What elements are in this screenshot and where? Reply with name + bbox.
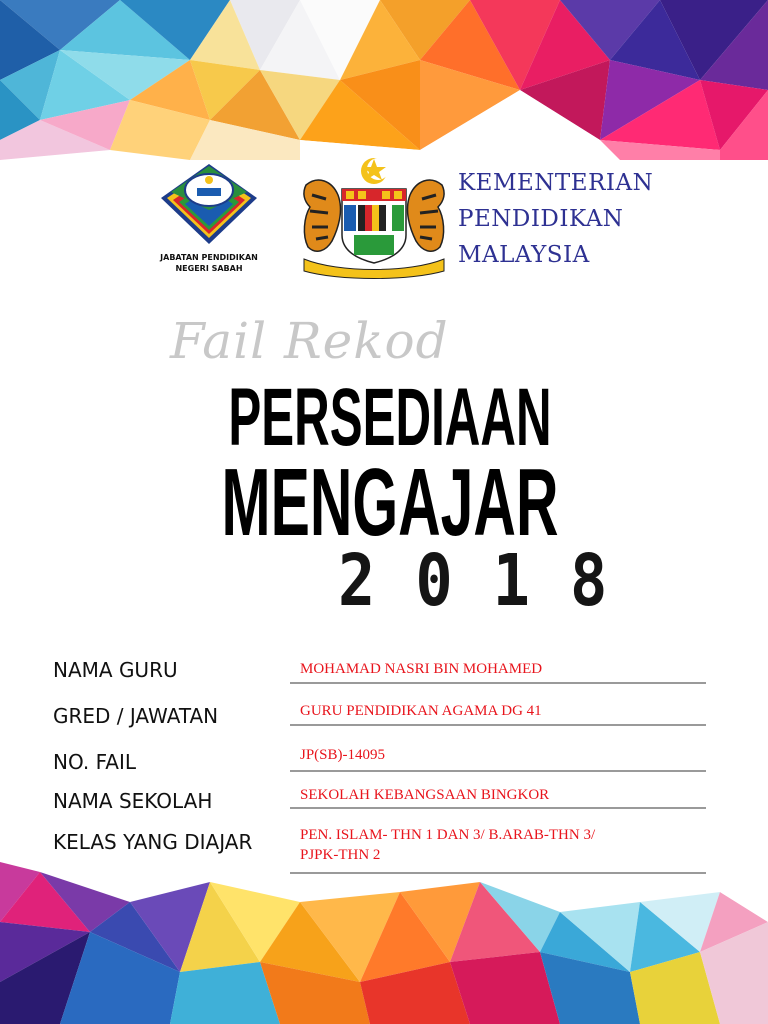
script-title: Fail Rekod xyxy=(170,312,449,370)
gred-rule xyxy=(290,724,706,726)
jpns-emblem-icon xyxy=(157,160,261,250)
gred-value: GURU PENDIDIKAN AGAMA DG 41 xyxy=(300,703,542,719)
top-decoration xyxy=(0,0,768,160)
coat-of-arms-icon xyxy=(298,155,450,280)
jpns-caption-line2: NEGERI SABAH xyxy=(175,264,243,273)
ministry-wordmark xyxy=(458,165,653,273)
nama-guru-rule xyxy=(290,682,706,684)
fail-value: JP(SB)-14095 xyxy=(300,747,386,763)
nama-guru-value: MOHAMAD NASRI BIN MOHAMED xyxy=(300,661,543,677)
title-line2: MENGAJAR xyxy=(221,448,559,556)
sekolah-value: SEKOLAH KEBANGSAAN BINGKOR xyxy=(300,787,550,803)
ministry-line1: KEMENTERIAN xyxy=(458,170,654,196)
sekolah-label: NAMA SEKOLAH xyxy=(53,789,213,813)
kelas-label: KELAS YANG DIAJAR xyxy=(53,830,253,854)
ministry-line3: MALAYSIA xyxy=(458,242,590,268)
jpns-caption-line1: JABATAN PENDIDIKAN xyxy=(160,253,258,262)
nama-guru-label: NAMA GURU xyxy=(53,658,178,682)
title-year: 2018 xyxy=(338,538,648,623)
gred-label: GRED / JAWATAN xyxy=(53,704,219,728)
kelas-value-line2: PJPK-THN 2 xyxy=(300,847,381,863)
bottom-decoration xyxy=(0,862,768,1024)
jpns-caption xyxy=(150,252,268,274)
sekolah-rule xyxy=(290,807,706,809)
coat-of-arms xyxy=(298,155,450,280)
title-line1: PERSEDIAAN xyxy=(228,370,552,463)
fail-rule xyxy=(290,770,706,772)
ministry-line2: PENDIDIKAN xyxy=(458,206,624,232)
fail-label: NO. FAIL xyxy=(53,750,136,774)
kelas-value-line1: PEN. ISLAM- THN 1 DAN 3/ B.ARAB-THN 3/ xyxy=(300,827,596,843)
jpns-logo xyxy=(150,160,268,280)
